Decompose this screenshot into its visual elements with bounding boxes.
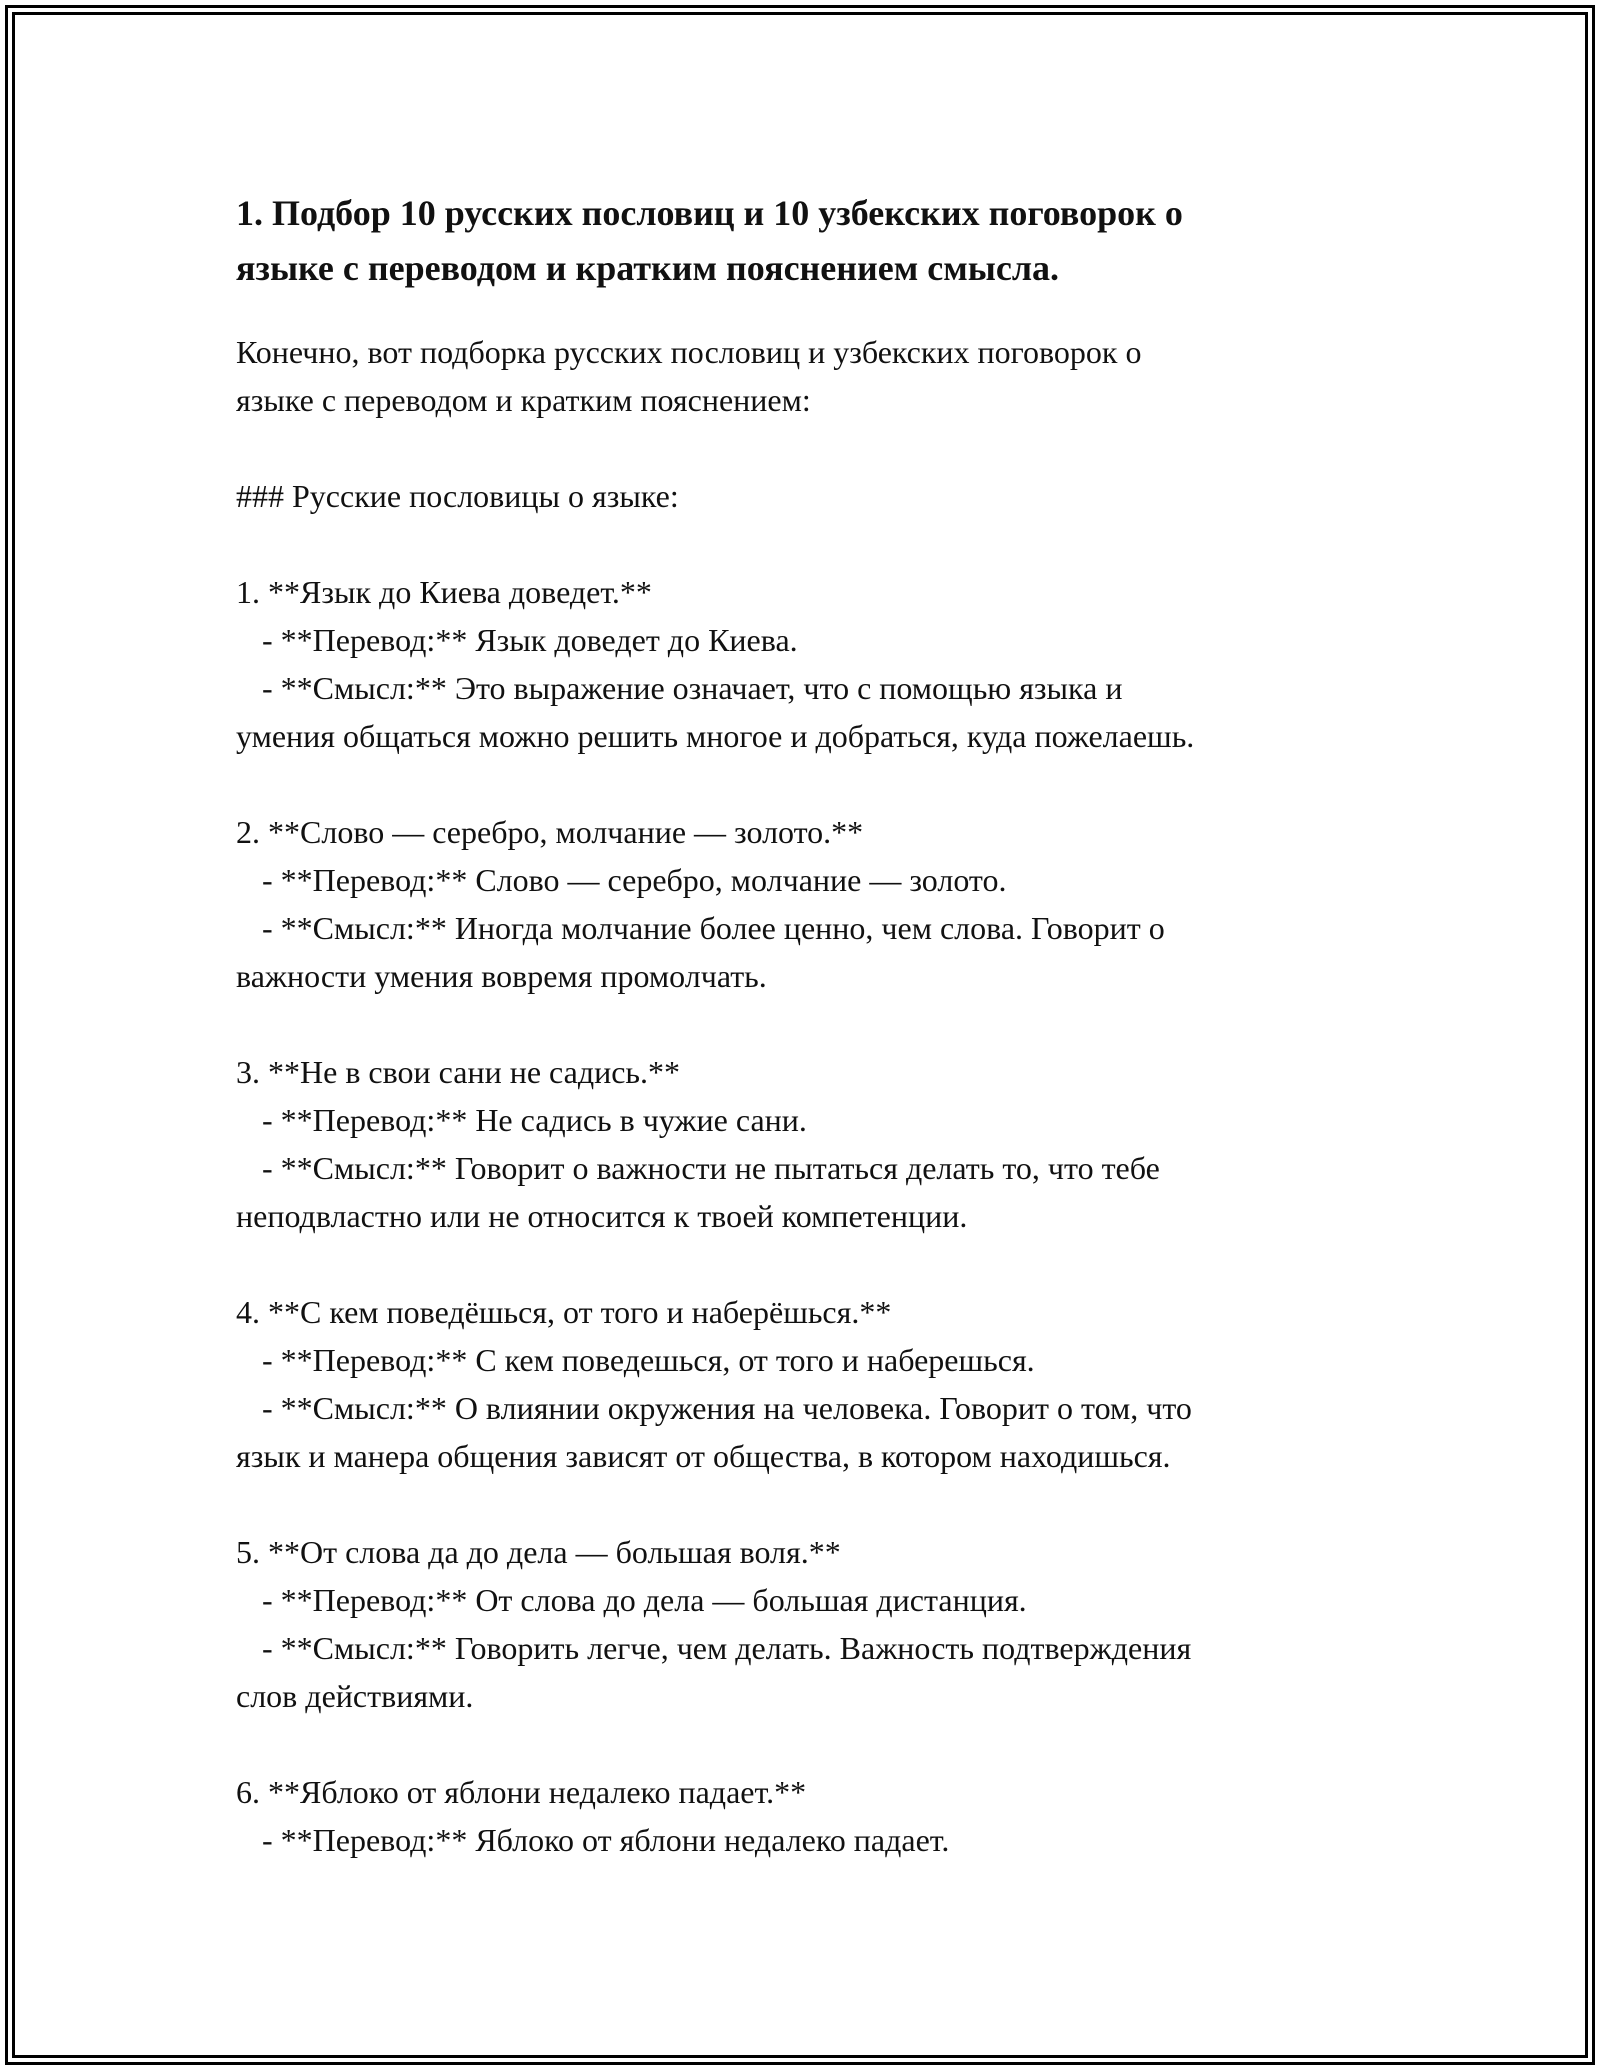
proverb-heading: 5. **От слова да до дела — большая воля.** <box>236 1534 841 1570</box>
intro-paragraph <box>236 328 1376 424</box>
document-title <box>236 186 1376 296</box>
proverb-item <box>236 568 1376 760</box>
spacer <box>236 1720 1376 1768</box>
intro-line-1: Конечно, вот подборка русских пословиц и узбекских поговорок о <box>236 334 1142 370</box>
proverb-heading: 3. **Не в свои сани не садись.** <box>236 1054 681 1090</box>
proverb-item <box>236 1288 1376 1480</box>
proverb-heading: 2. **Слово — серебро, молчание — золото.** <box>236 814 864 850</box>
proverb-meaning-line-1: - **Смысл:** Это выражение означает, что с помощью языка и <box>262 670 1123 706</box>
proverb-meaning-line-2: язык и манера общения зависят от общества, в котором находишься. <box>236 1438 1171 1474</box>
spacer <box>236 424 1376 472</box>
proverb-meaning-line-2: важности умения вовремя промолчать. <box>236 958 767 994</box>
title-line-1: 1. Подбор 10 русских пословиц и 10 узбекских поговорок о <box>236 193 1183 233</box>
proverb-item <box>236 1528 1376 1720</box>
proverb-translation: - **Перевод:** Не садись в чужие сани. <box>262 1102 807 1138</box>
spacer <box>236 1240 1376 1288</box>
proverb-heading: 4. **С кем поведёшься, от того и наберёшься.** <box>236 1294 892 1330</box>
proverb-meaning-line-2: слов действиями. <box>236 1678 474 1714</box>
spacer <box>236 1000 1376 1048</box>
spacer <box>236 760 1376 808</box>
proverb-meaning-line-1: - **Смысл:** Говорить легче, чем делать. Важность подтверждения <box>262 1630 1192 1666</box>
title-line-2: языке с переводом и кратким пояснением смысла. <box>236 248 1060 288</box>
intro-line-2: языке с переводом и кратким пояснением: <box>236 382 811 418</box>
document-body <box>236 186 1376 1864</box>
proverb-translation: - **Перевод:** Слово — серебро, молчание — золото. <box>262 862 1007 898</box>
proverb-translation: - **Перевод:** От слова до дела — большая дистанция. <box>262 1582 1027 1618</box>
proverb-heading: 1. **Язык до Киева доведет.** <box>236 574 652 610</box>
spacer <box>236 520 1376 568</box>
section-heading: ### Русские пословицы о языке: <box>236 478 679 514</box>
proverb-meaning-line-1: - **Смысл:** Говорит о важности не пытаться делать то, что тебе <box>262 1150 1160 1186</box>
proverb-item <box>236 1048 1376 1240</box>
proverb-item <box>236 1768 1376 1864</box>
proverb-meaning-line-2: неподвластно или не относится к твоей компетенции. <box>236 1198 968 1234</box>
spacer <box>236 1480 1376 1528</box>
proverb-meaning-line-1: - **Смысл:** О влиянии окружения на человека. Говорит о том, что <box>262 1390 1192 1426</box>
proverb-heading: 6. **Яблоко от яблони недалеко падает.** <box>236 1774 807 1810</box>
proverb-translation: - **Перевод:** С кем поведешься, от того и наберешься. <box>262 1342 1035 1378</box>
proverb-translation: - **Перевод:** Яблоко от яблони недалеко падает. <box>262 1822 950 1858</box>
proverb-meaning-line-2: умения общаться можно решить многое и добраться, куда пожелаешь. <box>236 718 1195 754</box>
proverb-translation: - **Перевод:** Язык доведет до Киева. <box>262 622 798 658</box>
proverb-item <box>236 808 1376 1000</box>
proverb-meaning-line-1: - **Смысл:** Иногда молчание более ценно, чем слова. Говорит о <box>262 910 1165 946</box>
